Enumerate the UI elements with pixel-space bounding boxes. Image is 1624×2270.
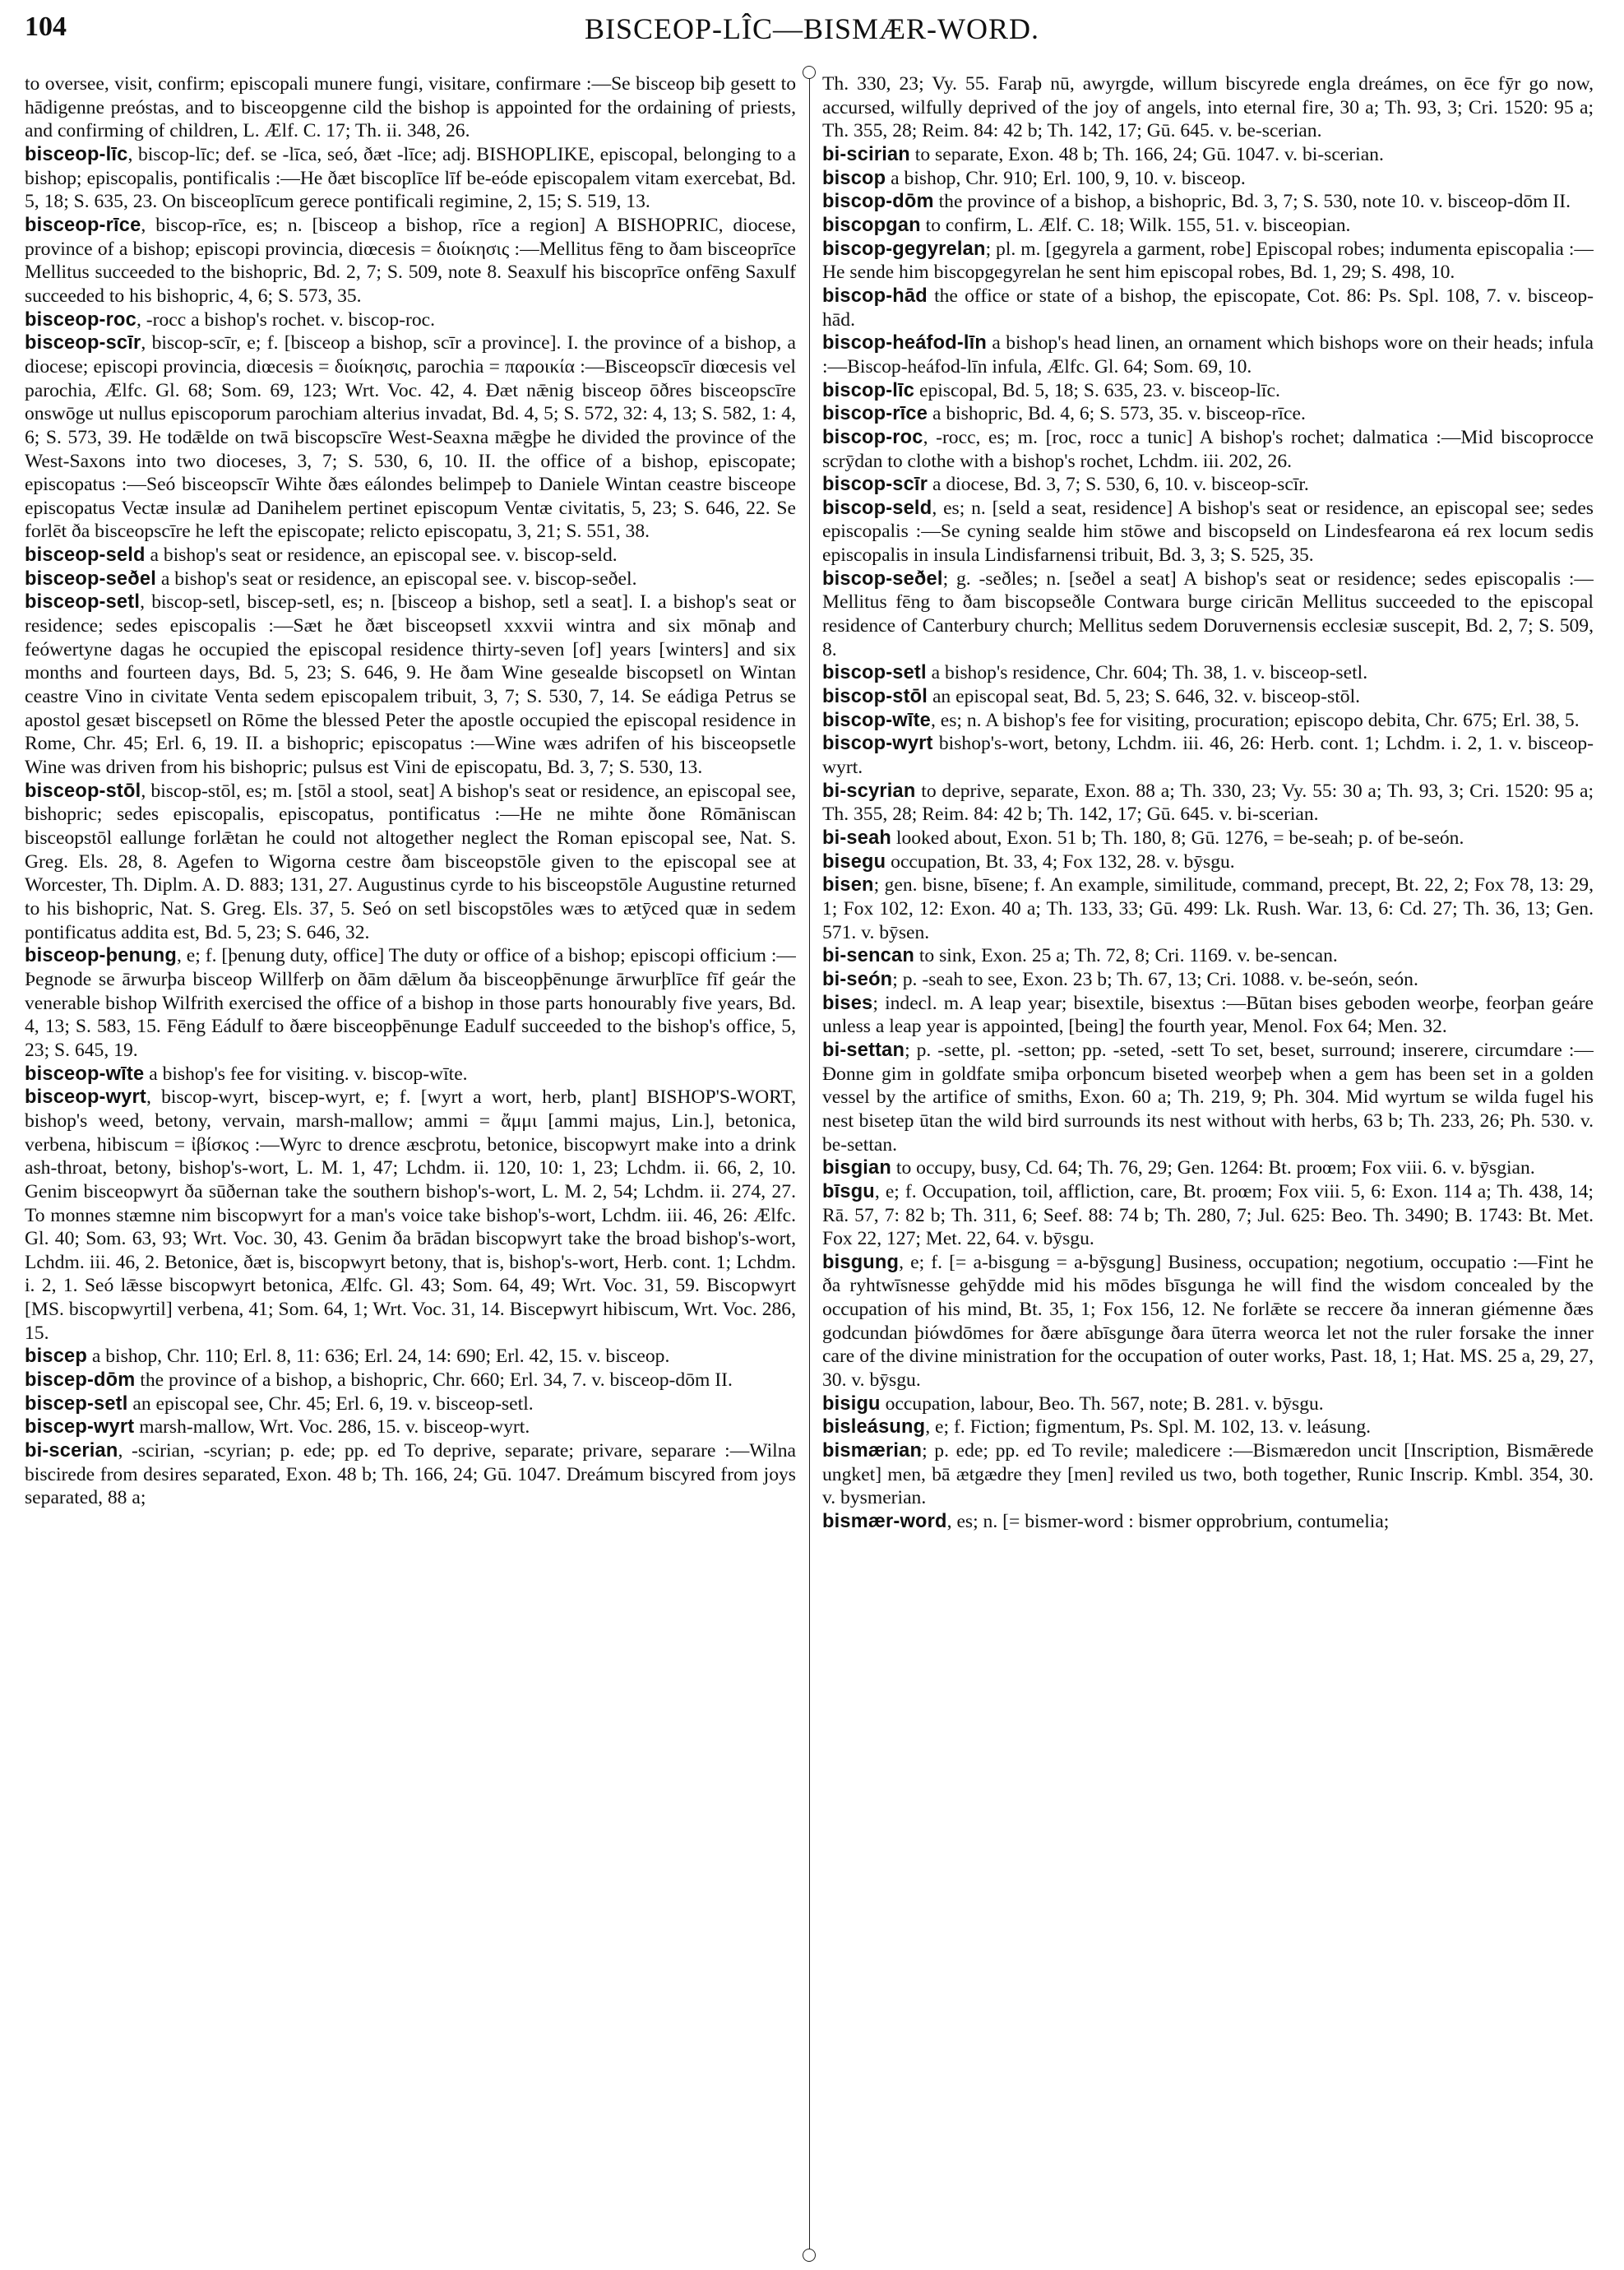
dictionary-entry bbox=[822, 568, 1594, 662]
entry-definition: a bishop's seat or residence, an episcopal see. v. biscop-seld. bbox=[145, 544, 618, 567]
divider-top-ornament bbox=[803, 66, 816, 79]
dictionary-entry bbox=[822, 1251, 1594, 1392]
dictionary-entry bbox=[822, 426, 1594, 473]
entry-definition: to sink, Exon. 25 a; Th. 72, 8; Cri. 1169. v. be-sencan. bbox=[914, 945, 1338, 967]
entry-definition: episcopal, Bd. 5, 18; S. 635, 23. v. bisceop-līc. bbox=[914, 379, 1280, 401]
entry-headword: biscop-seðel bbox=[822, 568, 943, 590]
dictionary-entry bbox=[822, 780, 1594, 827]
entry-headword: biscop-heáfod-līn bbox=[822, 332, 988, 354]
dictionary-entry bbox=[25, 780, 796, 945]
entry-headword: biscep-dōm bbox=[25, 1369, 136, 1392]
entry-headword: bi-seah bbox=[822, 827, 892, 849]
entry-definition: a bishop, Chr. 110; Erl. 8, 11: 636; Erl. 24, 14: 690; Erl. 42, 15. v. bisceop. bbox=[86, 1346, 670, 1368]
entry-definition: to occupy, busy, Cd. 64; Th. 76, 29; Gen. 1264: Bt. proœm; Fox viii. 6. v. bȳsgian. bbox=[891, 1157, 1535, 1179]
entry-headword: biscop-stōl bbox=[822, 686, 928, 708]
entry-definition: , -rocc, es; m. [roc, rocc a tunic] A bishop's rochet; dalmatica :—Mid biscoprocce scrȳdan to clothe with a bishop's rochet, Lchdm. iii. 202, 26. bbox=[822, 426, 1594, 472]
entry-headword: biscop bbox=[822, 167, 886, 189]
entry-definition: to oversee, visit, confirm; episcopali munere fungi, visitare, confirmare :—Se bisceop biþ gesett to hādigenne preóstas, and to bisceopgenne cild the bishop is appointed for the ordaining of priests, and confirming of children, L. Ælf. C. 17; Th. ii. 348, 26. bbox=[25, 73, 796, 142]
entry-definition: Th. 330, 23; Vy. 55. Faraþ nū, awyrgde, willum biscyrede engla dreámes, on ēce fȳr go now, accursed, wilfully deprived of the joy of angels, into eternal fire, 30 a; Th. 93, 3; Cri. 1520: 95 a; Th. 355, 28; Reim. 84: 42 b; Th. 142, 17; Gū. 645. v. be-scerian. bbox=[822, 73, 1594, 142]
dictionary-entry bbox=[822, 143, 1594, 167]
entry-definition: a diocese, Bd. 3, 7; S. 530, 6, 10. v. bisceop-scīr. bbox=[928, 474, 1309, 496]
divider-bottom-ornament bbox=[803, 2249, 816, 2262]
entry-definition: , biscop-scīr, e; f. [bisceop a bishop, scīr a province]. I. the province of a bishop, a diocese; episcopi provincia, diœcesis = διοίκησις, parochia = παροικία :—Bisceopscīr diœcesis vel parochia, Ælfc. Gl. 68; Som. 69, 123; Wrt. Voc. 42, 4. Ðæt nǣnig bisceop ōðres bisceopscīre onswōge ut nullus episcoporum parochiam alterius invadat, Bd. 4, 5; S. 572, 32: 4, 13; S. 582, 1: 4, 6; S. 573, 39. He todǣlde on twā biscopscīre West-Seaxna mǣgþe he divided the province of the West-Saxons into two dioceses, 3, 7; S. 530, 6, 10. II. the office of a bishop, episcopate; episcopatus :—Seó bisceopscīr Wihte ðæs eálondes belimpeþ to Daniele Wintan ceastre bisceope episcopatus Vectæ insulæ ad Danihelem pertinet episcopum Ventæ civitatis, 5, 23; S. 646, 22. Se forlēt ða bisceopscīre he left the episcopate; relicto episcopatu, 3, 21; S. 551, 38. bbox=[25, 332, 796, 543]
entry-headword: bi-settan bbox=[822, 1039, 905, 1061]
dictionary-entry bbox=[25, 72, 796, 143]
entry-definition: looked about, Exon. 51 b; Th. 180, 8; Gū. 1276, = be-seah; p. of be-seón. bbox=[891, 827, 1464, 849]
dictionary-entry bbox=[822, 379, 1594, 403]
entry-definition: , -rocc a bishop's rochet. v. biscop-roc. bbox=[136, 308, 436, 331]
dictionary-entry bbox=[822, 873, 1594, 944]
entry-headword: biscop-wyrt bbox=[822, 733, 933, 755]
entry-definition: ; p. ede; pp. ed To revile; maledicere :—Bismæredon uncit [Inscription, Bismǣrede ungket] men, bā ætgædre they [men] reviled us two, both together, Runic Inscrip. Kmbl. 354, 30. v. bysmerian. bbox=[822, 1440, 1594, 1509]
entry-headword: biscep-wyrt bbox=[25, 1416, 135, 1438]
entry-definition: the office or state of a bishop, the episcopate, Cot. 86: Ps. Spl. 108, 7. v. bisceop-hād. bbox=[822, 285, 1594, 331]
dictionary-entry bbox=[25, 1369, 796, 1392]
entry-headword: bisceop-wīte bbox=[25, 1063, 145, 1085]
entry-definition: to separate, Exon. 48 b; Th. 166, 24; Gū. 1047. v. bi-scerian. bbox=[909, 143, 1384, 165]
entry-headword: biscop-hād bbox=[822, 285, 928, 307]
left-column bbox=[25, 72, 796, 2252]
entry-definition: ; indecl. m. A leap year; bisextile, bisextus :—Būtan bises geboden weorþe, feorþan geáre unless a leap year is appointed, [being] the fourth year, Menol. Fox 64; Men. 32. bbox=[822, 992, 1594, 1038]
entry-definition: , es; n. [= bismer-word : bismer opprobrium, contumelia; bbox=[946, 1511, 1390, 1533]
entry-headword: bisceop-roc bbox=[25, 308, 136, 331]
entry-headword: bisceop-setl bbox=[25, 591, 141, 614]
dictionary-entry bbox=[822, 1439, 1594, 1510]
entry-definition: , biscop-wyrt, biscep-wyrt, e; f. [wyrt a wort, herb, plant] BISHOP'S-WORT, bishop's weed, betony, vervain, marsh-mallow; ammi = ἄμμι [ammi majus, Lin.], betonica, verbena, hibiscum = ἰβίσκος :—Wyrc to drence æscþrotu, betonice, biscopwyrt make into a drink ash-throat, betony, bishop's-wort, L. M. 1, 47; Lchdm. ii. 120, 10: 1, 23; Lchdm. ii. 66, 2, 10. Genim bisceopwyrt ða sūðernan take the southern bishop's-wort, L. M. 2, 54; Lchdm. ii. 274, 27. To monnes stæmne nim biscopwyrt for a man's voice take bishop's-wort, Lchdm. iii. 46, 26: Ælfc. Gl. 40; Som. 63, 93; Wrt. Voc. 30, 43. Genim ða brādan biscopwyrt take the broad bishop's-wort, Lchdm. iii. 46, 2. Betonice, ðæt is, biscopwyrt betony, that is, bishop's-wort, Herb. cont. 1; Lchdm. i. 2, 1. Seó lǣsse biscopwyrt betonica, Ælfc. Gl. 43; Som. 64, 49; Wrt. Voc. 31, 59. Biscopwyrt [MS. biscopwyrtil] verbena, 41; Som. 64, 1; Wrt. Voc. 31, 14. Biscepwyrt hibiscum, Wrt. Voc. 286, 15. bbox=[25, 1086, 796, 1344]
entry-headword: bīsgu bbox=[822, 1180, 875, 1202]
entry-definition: , e; f. Occupation, toil, affliction, care, Bt. proœm; Fox viii. 5, 6: Exon. 114 a; Th. 438, 14; Rā. 57, 7: 82 b; Th. 311, 6; Seef. 88: 74 b; Th. 280, 7; Jul. 625: Beo. Th. 3490; B. 1743: Bt. Met. Fox 22, 127; Met. 22, 64. v. bȳsgu. bbox=[822, 1180, 1594, 1250]
entry-definition: an episcopal see, Chr. 45; Erl. 6, 19. v. bisceop-setl. bbox=[127, 1392, 534, 1415]
entry-definition: , biscop-stōl, es; m. [stōl a stool, seat] A bishop's seat or residence, an episcopal see, bishopric; sedes episcopalis, episcopatus, pontificatus :—He ne mihte ðone Rōmāniscan bisceopstōl eallunge forlǣtan he could not altogether neglect the Roman episcopal see, Nat. S. Greg. Els. 28, 8. Agefen to Wigorna cestre ðam bisceopstōle given to the episcopal see at Worcester, Th. Diplm. A. D. 883; 131, 27. Augustinus cyrde to his bisceopstōle Augustine returned to his bishopric, Nat. S. Greg. Els. 37, 5. Seó on setl biscopstōles wæs to ætȳced quæ in sedem pontificatus addita est, Bd. 5, 23; S. 646, 32. bbox=[25, 780, 796, 943]
dictionary-entry bbox=[822, 1156, 1594, 1180]
dictionary-entry bbox=[822, 285, 1594, 331]
entry-definition: a bishopric, Bd. 4, 6; S. 573, 35. v. bisceop-rīce. bbox=[928, 403, 1306, 425]
dictionary-entry bbox=[822, 944, 1594, 968]
entry-definition: occupation, labour, Beo. Th. 567, note; B. 281. v. bȳsgu. bbox=[880, 1392, 1324, 1415]
entry-headword: biscopgan bbox=[822, 214, 921, 236]
entry-headword: biscop-seld bbox=[822, 497, 932, 519]
dictionary-entry bbox=[822, 331, 1594, 378]
entry-definition: ; g. -seðles; n. [seðel a seat] A bishop's seat or residence; sedes episcopalis :—Mellitus fēng to ðam biscopseðle Contwara burge ciricān Mellitus succeeded to the episcopal residence of Canterbury church; Mellitus sedem Doruvernensis ecclesiæ suscepit, Bd. 2, 7; S. 509, 8. bbox=[822, 568, 1594, 660]
entry-definition: ; p. -seah to see, Exon. 23 b; Th. 67, 13; Cri. 1088. v. be-seón, seón. bbox=[892, 968, 1418, 990]
entry-definition: the province of a bishop, a bishopric, Chr. 660; Erl. 34, 7. v. bisceop-dōm II. bbox=[135, 1369, 733, 1392]
entry-headword: biscop-roc bbox=[822, 426, 923, 448]
entry-headword: biscep bbox=[25, 1346, 87, 1368]
entry-definition: ; gen. bisne, bīsene; f. An example, similitude, command, precept, Bt. 22, 2; Fox 78, 13: 29, 1; Fox 102, 12: Exon. 40 a; Th. 133, 33; Gū. 499: Lk. Rush. War. 13, 6: Cd. 27; Th. 36, 13; Gen. 571. v. bȳsen. bbox=[822, 874, 1594, 943]
entry-definition: , e; f. [= a-bisgung = a-bȳsgung] Business, occupation; negotium, occupatio :—Fint he ða ryhtwīsnesse gehȳdde mid his mōdes bīsgunga he will find the wisdom concealed by the occupation of his mind, Bt. 35, 1; Fox 156, 12. Ne forlǣte se reccere ða inneran giémenne ðæs godcundan þiówdōmes for ðære abīsgunge ðara ūterra weorca let not the ruler forsake the inner care of the divine ministration for the occupation of outer works, Past. 18, 1; Hat. MS. 25 a, 29, 27, 30. v. bȳsgu. bbox=[822, 1251, 1594, 1392]
dictionary-entry bbox=[25, 544, 796, 568]
entry-headword: bismærian bbox=[822, 1440, 923, 1462]
page-number: 104 bbox=[25, 12, 67, 42]
entry-definition: a bishop's fee for visiting. v. biscop-wīte. bbox=[144, 1063, 468, 1085]
entry-headword: bisceop-þenung bbox=[25, 945, 177, 967]
entry-headword: biscop-līc bbox=[822, 379, 915, 401]
entry-definition: ; pl. m. [gegyrela a garment, robe] Episcopal robes; indumenta episcopalia :—He sende him biscopgegyrelan he sent him episcopal robes, Bd. 1, 29; S. 498, 10. bbox=[822, 238, 1594, 284]
entry-definition: , es; n. A bishop's fee for visiting, procuration; episcopo debita, Chr. 675; Erl. 38, 5. bbox=[930, 709, 1580, 731]
entry-headword: bi-scerian bbox=[25, 1440, 118, 1462]
entry-headword: bisceop-stōl bbox=[25, 780, 141, 802]
dictionary-entry bbox=[822, 732, 1594, 779]
dictionary-entry bbox=[25, 214, 796, 308]
entry-definition: , biscop-rīce, es; n. [bisceop a bishop, rīce a region] A BISHOPRIC, diocese, province of a bishop; episcopi provincia, diœcesis = διοίκησις :—Mellitus fēng to ðam bisceoprīce Mellitus succeeded to the bishopric, Bd. 2, 7; S. 509, note 8. Seaxulf his biscoprīce onfēng Saxulf succeeded to his bishopric, 4, 6; S. 573, 35. bbox=[25, 214, 796, 307]
entry-definition: occupation, Bt. 33, 4; Fox 132, 28. v. bȳsgu. bbox=[886, 850, 1235, 873]
entry-headword: biscep-setl bbox=[25, 1392, 128, 1415]
column-divider bbox=[809, 72, 810, 2257]
dictionary-entry bbox=[25, 1086, 796, 1345]
entry-definition: , biscop-līc; def. se -līca, seó, ðæt -līce; adj. BISHOPLIKE, episcopal, belonging to a bishop; episcopalis, pontificalis :—He ðæt biscoplīce līf be-eóde episcopalem vitam exercebat, Bd. 5, 18; S. 635, 23. On bisceoplīcum gerece pontificali regimine, 2, 15; S. 519, 13. bbox=[25, 143, 796, 213]
entry-definition: , -scirian, -scyrian; p. ede; pp. ed To deprive, separate; privare, separare :—Wilna biscirede from desires separated, Exon. 48 b; Th. 166, 24; Gū. 1047. Dreámum biscyred from joys separated, 88 a; bbox=[25, 1440, 796, 1509]
entry-definition: ; p. -sette, pl. -setton; pp. -seted, -sett To set, beset, surround; inserere, circumdare :—Ðonne gim in goldfate smiþa orþoncum biseted weorþeþ when a gem has been set in a golden vessel by the artifice of smiths, Exon. 60 a; Th. 219, 9; Ph. 304. Mid wyrtum se wilda fugel his nest bisetep ūtan the wild bird surrounds its nest without with herbs, 63 b; Th. 233, 26; Ph. 530. v. be-settan. bbox=[822, 1039, 1594, 1156]
dictionary-entry bbox=[822, 190, 1594, 214]
dictionary-entry bbox=[25, 143, 796, 214]
entry-headword: bi-scirian bbox=[822, 143, 910, 165]
dictionary-entry bbox=[822, 214, 1594, 238]
entry-headword: biscop-setl bbox=[822, 662, 927, 684]
dictionary-entry bbox=[822, 1415, 1594, 1439]
dictionary-entry bbox=[25, 331, 796, 544]
entry-definition: an episcopal seat, Bd. 5, 23; S. 646, 32. v. bisceop-stōl. bbox=[928, 686, 1361, 708]
entry-definition: , e; f. Fiction; figmentum, Ps. Spl. M. 102, 13. v. leásung. bbox=[925, 1416, 1372, 1438]
dictionary-entry bbox=[25, 944, 796, 1062]
dictionary-entry bbox=[822, 827, 1594, 850]
dictionary-entry bbox=[822, 72, 1594, 143]
dictionary-entry bbox=[822, 1392, 1594, 1416]
dictionary-entry bbox=[25, 1345, 796, 1369]
entry-headword: bi-seón bbox=[822, 968, 893, 990]
entry-headword: bisen bbox=[822, 874, 874, 896]
entry-headword: biscop-scīr bbox=[822, 474, 928, 496]
dictionary-entry bbox=[822, 968, 1594, 992]
entry-headword: bisceop-scīr bbox=[25, 332, 141, 354]
entry-headword: biscop-gegyrelan bbox=[822, 238, 986, 260]
entry-headword: bismær-word bbox=[822, 1511, 947, 1533]
entry-headword: bisceop-rīce bbox=[25, 214, 141, 236]
entry-headword: bi-scyrian bbox=[822, 780, 916, 802]
dictionary-entry bbox=[822, 473, 1594, 497]
dictionary-entry bbox=[822, 402, 1594, 426]
entry-headword: bisceop-seðel bbox=[25, 568, 156, 590]
dictionary-entry bbox=[25, 1439, 796, 1510]
entry-definition: a bishop's head linen, an ornament which bishops wore on their heads; infula :—Biscop-heáfod-līn infula, Ælfc. Gl. 64; Som. 69, 10. bbox=[822, 332, 1594, 378]
dictionary-entry bbox=[822, 1510, 1594, 1534]
entry-headword: bisleásung bbox=[822, 1416, 926, 1438]
entry-headword: bi-sencan bbox=[822, 945, 914, 967]
dictionary-entry bbox=[25, 1063, 796, 1086]
entry-headword: bisceop-wyrt bbox=[25, 1086, 146, 1109]
dictionary-entry bbox=[822, 661, 1594, 685]
entry-definition: a bishop, Chr. 910; Erl. 100, 9, 10. v. bisceop. bbox=[886, 167, 1246, 189]
entry-definition: , es; n. [seld a seat, residence] A bishop's seat or residence, an episcopal see; sedes episcopalis :—Se cyning sealde him stōwe and biscopseld on Lindesfearona eá rex locum sedis episcopalis in insula Lindisfarnensi tribuit, Bd. 3, 3; S. 525, 35. bbox=[822, 497, 1594, 567]
entry-definition: , biscop-setl, biscep-setl, es; n. [bisceop a bishop, setl a seat]. I. a bishop's seat or residence; sedes episcopalis :—Sæt he ðæt bisceopsetl xxxvii wintra and six mōnaþ and feówertyne dagas he occupied the episcopal residence thirty-seven [of] years [winters] and six months and fourteen days, Bd. 5, 23; S. 646, 9. He ðam Wine gesealde biscopsetl on Wintan ceastre Vino in civitate Venta sedem episcopalem tribuit, 3, 7; S. 530, 7, 14. Se eádiga Petrus se apostol gesæt biscepsetl on Rōme the blessed Peter the apostle occupied the episcopal residence in Rome, Chr. 45; Erl. 6, 19. II. a bishopric; episcopatus :—Wine wæs adrifen of his bisceopsetle Wine was driven from his bishopric; pulsus est Vini de episcopatu, Bd. 3, 7; S. 530, 13. bbox=[25, 591, 796, 779]
dictionary-entry bbox=[822, 167, 1594, 191]
dictionary-entry bbox=[822, 685, 1594, 709]
dictionary-entry bbox=[25, 1415, 796, 1439]
entry-definition: a bishop's seat or residence, an episcopal see. v. biscop-seðel. bbox=[155, 568, 637, 590]
entry-headword: bisegu bbox=[822, 850, 886, 873]
entry-definition: bishop's-wort, betony, Lchdm. iii. 46, 26: Herb. cont. 1; Lchdm. i. 2, 1. v. bisceop-wyrt. bbox=[822, 733, 1594, 779]
entry-definition: , e; f. [þenung duty, office] The duty or office of a bishop; episcopi officium :—Þegnode se ārwurþa bisceop Willferþ on ðām dǣlum ða bisceopþēnunge ārwurþlīce fīf geár the venerable bishop Wilfrith exercised the office of a bishop in those parts honourably five years, Bd. 4, 13; S. 583, 15. Fēng Eádulf to ðære bisceopþēnunge Eadulf succeeded to the bishop's office, 5, 23; S. 645, 19. bbox=[25, 945, 796, 1061]
entry-definition: a bishop's residence, Chr. 604; Th. 38, 1. v. bisceop-setl. bbox=[926, 662, 1368, 684]
dictionary-entry bbox=[25, 591, 796, 779]
dictionary-entry bbox=[822, 1039, 1594, 1156]
page-header bbox=[0, 12, 1624, 51]
entry-headword: biscop-rīce bbox=[822, 403, 928, 425]
dictionary-entry bbox=[822, 709, 1594, 733]
dictionary-entry bbox=[25, 1392, 796, 1416]
entry-headword: bisgian bbox=[822, 1157, 891, 1179]
entry-headword: bisigu bbox=[822, 1392, 881, 1415]
dictionary-entry bbox=[822, 238, 1594, 285]
dictionary-entry bbox=[25, 568, 796, 591]
entry-headword: bisgung bbox=[822, 1251, 900, 1273]
right-column bbox=[822, 72, 1594, 2252]
dictionary-entry bbox=[822, 850, 1594, 874]
dictionary-entry bbox=[822, 1180, 1594, 1251]
entry-definition: the province of a bishop, a bishopric, Bd. 3, 7; S. 530, note 10. v. bisceop-dōm II. bbox=[933, 191, 1571, 213]
entry-headword: bisceop-līc bbox=[25, 143, 128, 165]
dictionary-entry bbox=[822, 992, 1594, 1039]
entry-headword: biscop-dōm bbox=[822, 191, 934, 213]
entry-headword: bises bbox=[822, 992, 873, 1014]
running-head: BISCEOP-LÎC—BISMÆR-WORD. bbox=[584, 12, 1040, 45]
entry-definition: to confirm, L. Ælf. C. 18; Wilk. 155, 51. v. bisceopian. bbox=[920, 214, 1351, 236]
entry-definition: marsh-mallow, Wrt. Voc. 286, 15. v. bisceop-wyrt. bbox=[134, 1416, 530, 1438]
entry-definition: to deprive, separate, Exon. 88 a; Th. 330, 23; Vy. 55: 30 a; Th. 93, 3; Cri. 1520: 95 a; Th. 355, 28; Reim. 84: 42 b; Th. 142, 17; Gū. 645. v. bi-scerian. bbox=[822, 780, 1594, 826]
dictionary-entry bbox=[822, 497, 1594, 568]
entry-headword: bisceop-seld bbox=[25, 544, 146, 567]
dictionary-entry bbox=[25, 308, 796, 332]
entry-headword: biscop-wīte bbox=[822, 709, 931, 731]
